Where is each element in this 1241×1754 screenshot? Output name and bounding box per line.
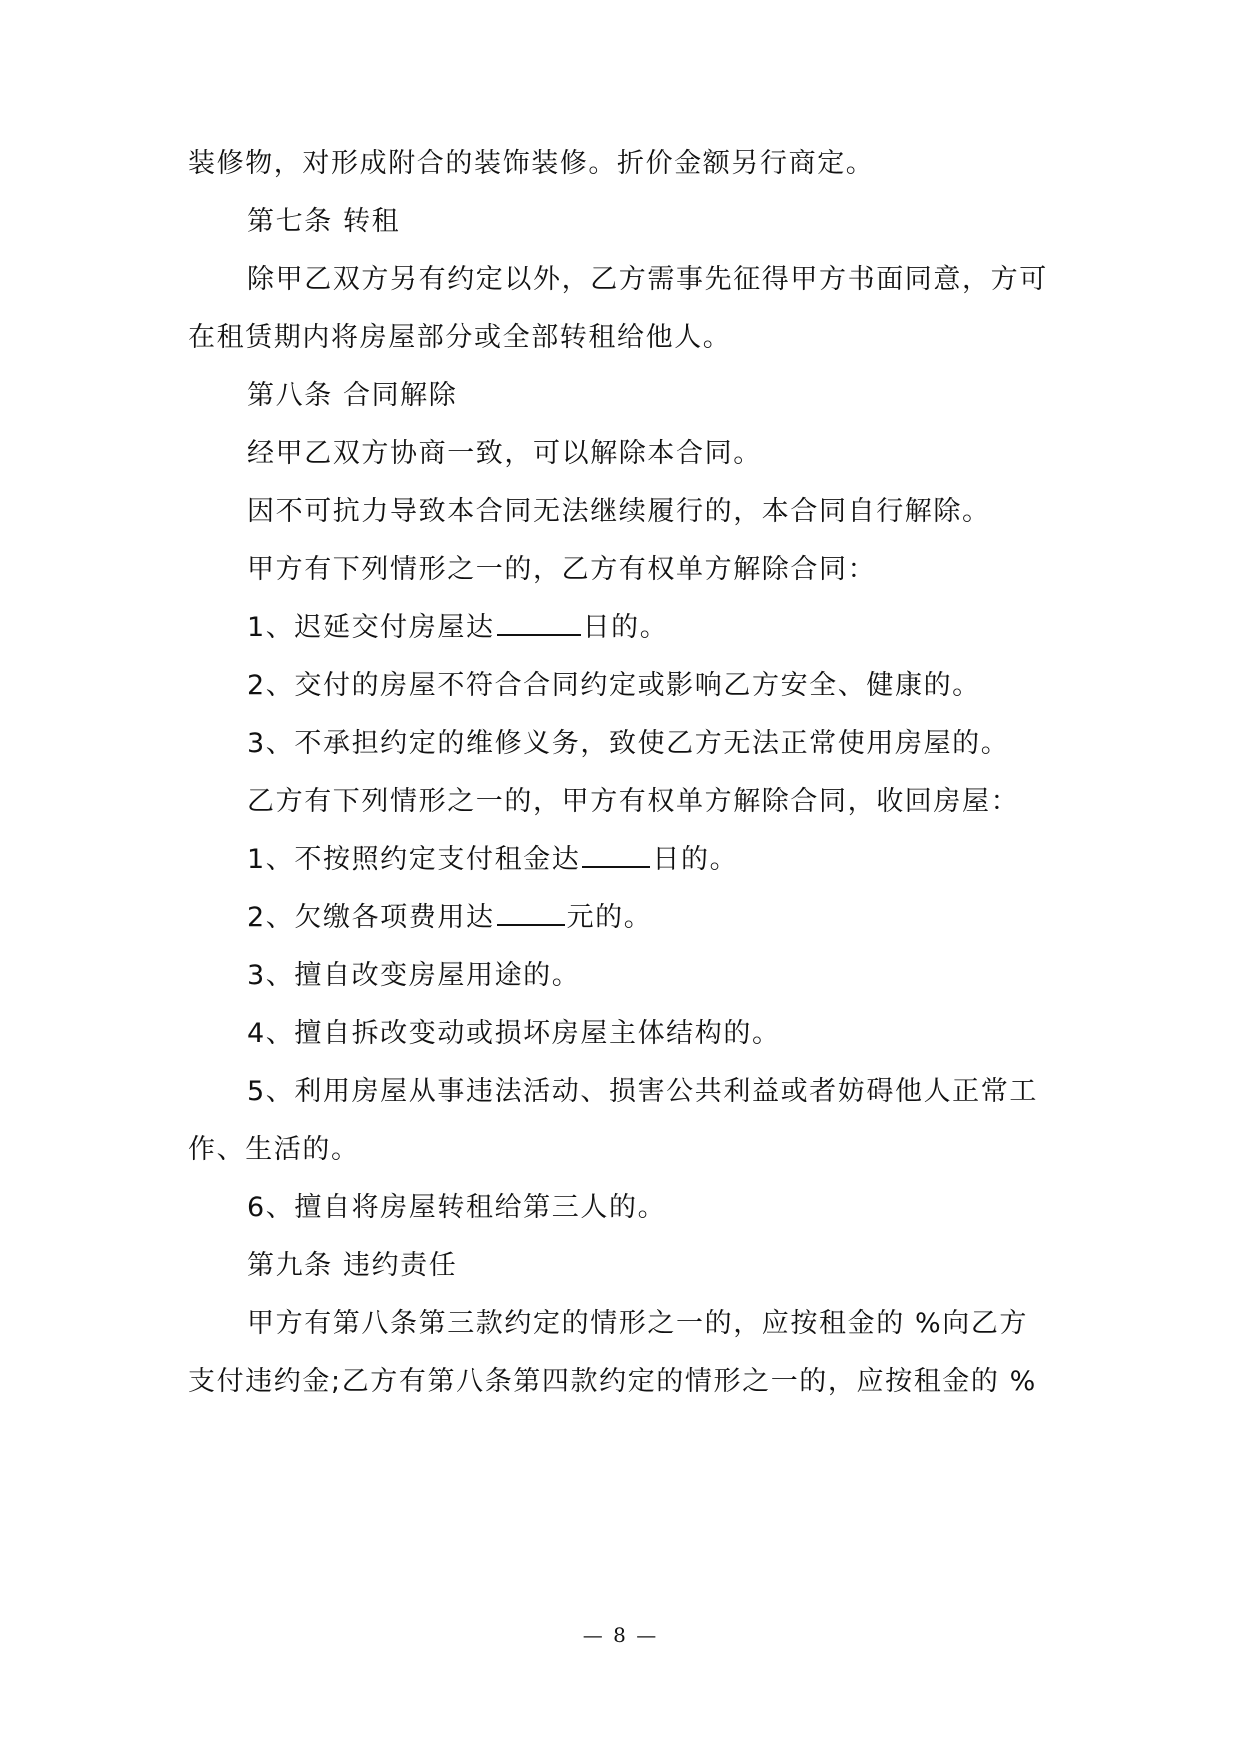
party-b-item-5-line-1: 5、利用房屋从事违法活动、损害公共利益或者妨碍他人正常工	[247, 1076, 1038, 1107]
fill-in-blank	[497, 610, 581, 636]
article-9-text-line-2: 支付违约金;乙方有第八条第四款约定的情形之一的，应按租金的 %	[188, 1366, 1037, 1397]
article-8-party-a-intro: 甲方有下列情形之一的，乙方有权单方解除合同：	[247, 554, 877, 585]
party-a-item-1	[247, 608, 1067, 648]
article-7-text-line-1: 除甲乙双方另有约定以外，乙方需事先征得甲方书面同意，方可	[247, 264, 1048, 295]
article-8-clause-force-majeure: 因不可抗力导致本合同无法继续履行的，本合同自行解除。	[247, 496, 991, 527]
item-text-before: 1、迟延交付房屋达	[247, 612, 495, 643]
party-b-item-2	[247, 898, 1067, 938]
article-8-clause-mutual: 经甲乙双方协商一致，可以解除本合同。	[247, 438, 762, 469]
article-9-heading: 第九条 违约责任	[247, 1250, 458, 1281]
party-b-item-6: 6、擅自将房屋转租给第三人的。	[247, 1192, 667, 1223]
party-b-item-1	[247, 840, 1067, 880]
item-text-before: 2、欠缴各项费用达	[247, 902, 495, 933]
paragraph-continuation: 装修物，对形成附合的装饰装修。折价金额另行商定。	[188, 148, 875, 179]
item-text-before: 1、不按照约定支付租金达	[247, 844, 581, 875]
party-b-item-5-line-2: 作、生活的。	[188, 1134, 360, 1165]
article-9-text-line-1: 甲方有第八条第三款约定的情形之一的，应按租金的 %向乙方	[247, 1308, 1029, 1339]
article-8-party-b-intro: 乙方有下列情形之一的，甲方有权单方解除合同，收回房屋：	[247, 786, 1020, 817]
party-b-item-4: 4、擅自拆改变动或损坏房屋主体结构的。	[247, 1018, 781, 1049]
article-7-text-line-2: 在租赁期内将房屋部分或全部转租给他人。	[188, 322, 732, 353]
party-b-item-3: 3、擅自改变房屋用途的。	[247, 960, 581, 991]
fill-in-blank	[497, 900, 565, 926]
fill-in-blank	[582, 842, 650, 868]
item-text-after: 日的。	[652, 844, 739, 875]
party-a-item-3: 3、不承担约定的维修义务，致使乙方无法正常使用房屋的。	[247, 728, 1010, 759]
party-a-item-2: 2、交付的房屋不符合合同约定或影响乙方安全、健康的。	[247, 670, 981, 701]
article-7-heading: 第七条 转租	[247, 206, 401, 237]
page-number: — 8 —	[582, 1623, 659, 1647]
item-text-after: 元的。	[566, 902, 653, 933]
item-text-after: 日的。	[582, 612, 669, 643]
article-8-heading: 第八条 合同解除	[247, 380, 458, 411]
